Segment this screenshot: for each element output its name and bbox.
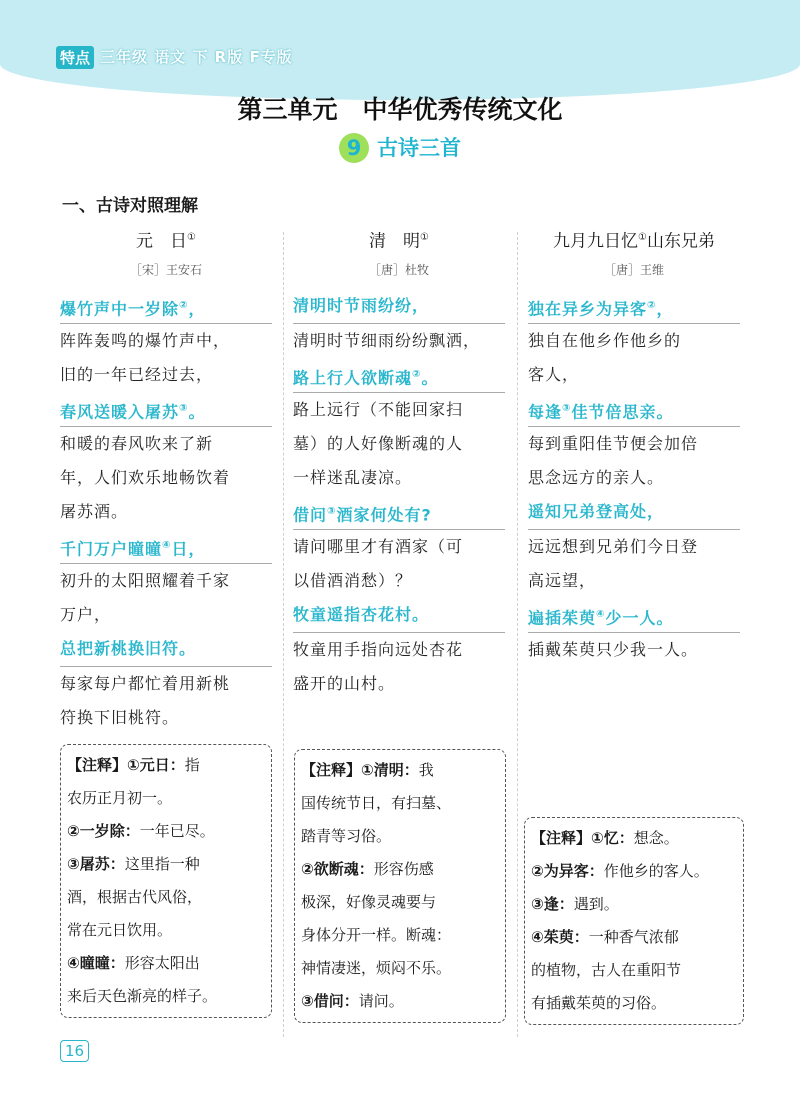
lesson-title-text: 古诗三首 <box>377 136 461 160</box>
poem-translation-line <box>528 461 740 495</box>
note-text: 酒，根据古代风俗， <box>67 888 203 906</box>
note-line <box>531 954 737 987</box>
note-term: 【注释】①清明： <box>301 761 419 779</box>
line-text: 旧的一年已经过去， <box>60 364 214 384</box>
book-info: 三年级 语文 下 R版 F专版 <box>100 48 293 66</box>
line-text: 思念远方的亲人。 <box>528 467 665 487</box>
footnote-mark: ③ <box>327 505 337 517</box>
poem-original-line <box>528 392 740 427</box>
footnote-mark: ① <box>638 232 647 243</box>
note-term: ②一岁除： <box>67 822 140 840</box>
poem-translation-line <box>293 530 505 564</box>
note-text: 形容伤感 <box>373 860 434 878</box>
note-term: ②欲断魂： <box>301 860 374 878</box>
poem-original-line <box>293 358 505 393</box>
line-text: 和暖的春风吹来了新 <box>60 433 214 453</box>
note-line <box>531 822 737 855</box>
unit-title: 第三单元 中华优秀传统文化 <box>237 95 563 124</box>
poem-title-text: 清 明 <box>369 231 421 252</box>
line-text: 高远望， <box>528 570 597 590</box>
line-text: 请问哪里才有酒家（可 <box>293 536 464 556</box>
line-end: 日， <box>171 538 206 558</box>
poem-original-line <box>60 392 272 427</box>
note-text: 指 <box>184 756 200 774</box>
poem-translation-line <box>293 461 505 495</box>
footnote-mark: ② <box>412 368 422 380</box>
poem-original-line <box>293 598 505 633</box>
poem-original-line <box>293 495 505 530</box>
note-line <box>531 855 737 888</box>
poem-translation-line <box>293 393 505 427</box>
footnote-mark: ① <box>420 232 429 243</box>
poem-translation-line <box>60 495 272 529</box>
note-text: 的植物，古人在重阳节 <box>531 961 682 979</box>
line-text: 年，人们欢乐地畅饮着 <box>60 467 231 487</box>
notes-box <box>294 749 506 1023</box>
note-text: 遇到。 <box>573 895 619 913</box>
poem-translation-line <box>528 427 740 461</box>
poem-translation-line <box>293 427 505 461</box>
poem-original-line <box>60 529 272 564</box>
line-text: 符换下旧桃符。 <box>60 707 180 727</box>
lesson-title <box>0 132 800 163</box>
note-term: ③逢： <box>531 895 574 913</box>
note-text: 来后天色渐亮的样子。 <box>67 987 218 1005</box>
note-line <box>301 919 499 952</box>
poem-translation-line <box>528 530 740 564</box>
poem-author: ［唐］杜牧 <box>368 262 429 277</box>
poem-translation-line <box>60 427 272 461</box>
line-text: 每到重阳佳节便会加倍 <box>528 433 699 453</box>
line-text: 路上行人欲断魂 <box>293 367 413 387</box>
line-text: 远远想到兄弟们今日登 <box>528 536 699 556</box>
poem-translation-line <box>60 598 272 632</box>
poem-column <box>293 225 505 701</box>
poem-title-text: 山东兄弟 <box>646 231 715 252</box>
note-line <box>301 985 499 1018</box>
line-text: 牧童遥指杏花村。 <box>293 604 430 624</box>
note-line <box>67 749 265 782</box>
note-line <box>67 980 265 1013</box>
poem-title-text: 九月九日忆 <box>553 231 639 252</box>
poem-lines <box>293 289 505 701</box>
line-text: 客人， <box>528 364 580 384</box>
lesson-number-badge: 9 <box>339 133 369 163</box>
footnote-mark: ④ <box>162 539 172 551</box>
note-line <box>67 782 265 815</box>
poem-translation-line <box>528 324 740 358</box>
footnote-mark: ② <box>647 299 657 311</box>
note-text: 踏青等习俗。 <box>301 827 392 845</box>
line-text: 春风送暖入屠苏 <box>60 401 180 421</box>
line-text: 屠苏酒。 <box>60 501 129 521</box>
note-line <box>301 787 499 820</box>
note-text: 这里指一种 <box>124 855 200 873</box>
poem-original-line <box>60 632 272 667</box>
line-end: 。 <box>421 367 439 387</box>
poem-translation-line <box>293 324 505 358</box>
line-text: 清明时节雨纷纷， <box>293 295 430 315</box>
note-text: 国传统节日，有扫墓、 <box>301 794 452 812</box>
note-text: 身体分开一样。断魂： <box>301 926 452 944</box>
note-term: ④茱萸： <box>531 928 589 946</box>
poem-column <box>528 225 740 667</box>
line-end: 酒家何处有? <box>336 504 432 524</box>
note-line <box>301 754 499 787</box>
section-title: 一、古诗对照理解 <box>62 196 198 216</box>
poem-translation-line <box>60 324 272 358</box>
note-text: 我 <box>418 761 434 779</box>
poem-translation-line <box>528 358 740 392</box>
poem-author: ［唐］王维 <box>603 262 664 277</box>
line-text: 遥知兄弟登高处， <box>528 501 665 521</box>
note-text: 请问。 <box>358 992 404 1010</box>
note-line <box>67 848 265 881</box>
poem-title-text: 元 日 <box>136 231 188 252</box>
note-text: 农历正月初一。 <box>67 789 173 807</box>
note-line <box>301 820 499 853</box>
note-term: 【注释】①忆： <box>531 829 634 847</box>
poem-original-line <box>528 289 740 324</box>
note-line <box>531 987 737 1020</box>
note-line <box>67 815 265 848</box>
poem-title <box>293 225 505 255</box>
poem-lines <box>528 289 740 667</box>
line-text: 一样迷乱凄凉。 <box>293 467 413 487</box>
note-text: 常在元日饮用。 <box>67 921 173 939</box>
line-text: 每逢 <box>528 401 563 421</box>
line-text: 插戴茱萸只少我一人。 <box>528 639 699 659</box>
note-term: 【注释】①元日： <box>67 756 185 774</box>
poem-translation-line <box>528 564 740 598</box>
footnote-mark: ① <box>187 232 196 243</box>
note-line <box>67 881 265 914</box>
note-term: ②为异客： <box>531 862 604 880</box>
poem-title <box>60 225 272 255</box>
line-text: 遍插茱萸 <box>528 607 597 627</box>
footnote-mark: ③ <box>562 402 572 414</box>
notes-box <box>60 744 272 1018</box>
footnote-mark: ④ <box>596 608 606 620</box>
note-term: ④曈曈： <box>67 954 125 972</box>
poem-original-line <box>60 289 272 324</box>
poem-original-line <box>293 289 505 324</box>
poem-column <box>60 225 272 735</box>
poem-translation-line <box>293 564 505 598</box>
note-text: 一年已尽。 <box>139 822 215 840</box>
line-text: 路上远行（不能回家扫 <box>293 399 464 419</box>
line-text: 以借酒消愁）？ <box>293 570 413 590</box>
line-text: 总把新桃换旧符。 <box>60 638 197 658</box>
poem-translation-line <box>528 633 740 667</box>
line-text: 千门万户曈曈 <box>60 538 163 558</box>
poem-lines <box>60 289 272 735</box>
note-text: 极深，好像灵魂要与 <box>301 893 437 911</box>
page-number: 16 <box>60 1040 89 1062</box>
note-line <box>67 914 265 947</box>
note-line <box>531 888 737 921</box>
line-text: 清明时节细雨纷纷飘洒， <box>293 330 481 350</box>
column-divider <box>283 232 284 1037</box>
poem-translation-line <box>60 461 272 495</box>
note-text: 形容太阳出 <box>124 954 200 972</box>
note-text: 想念。 <box>633 829 679 847</box>
footnote-mark: ③ <box>179 402 189 414</box>
note-text: 神情凄迷，烦闷不乐。 <box>301 959 452 977</box>
line-end: 。 <box>188 401 206 421</box>
line-end: ， <box>188 298 206 318</box>
poem-title <box>528 225 740 255</box>
poem-translation-line <box>60 358 272 392</box>
line-text: 牧童用手指向远处杏花 <box>293 639 464 659</box>
poem-translation-line <box>60 667 272 701</box>
line-end: 佳节倍思亲。 <box>571 401 674 421</box>
notes-box <box>524 817 744 1025</box>
note-line <box>301 853 499 886</box>
line-text: 阵阵轰鸣的爆竹声中， <box>60 330 231 350</box>
line-text: 爆竹声中一岁除 <box>60 298 180 318</box>
line-text: 墓）的人好像断魂的人 <box>293 433 464 453</box>
line-text: 独自在他乡作他乡的 <box>528 330 682 350</box>
footnote-mark: ② <box>179 299 189 311</box>
brand-logo: 特点 <box>56 46 94 69</box>
poem-translation-line <box>60 701 272 735</box>
poem-original-line <box>528 495 740 530</box>
note-line <box>301 952 499 985</box>
line-end: 少一人。 <box>605 607 674 627</box>
poem-original-line <box>528 598 740 633</box>
poem-translation-line <box>293 667 505 701</box>
note-text: 作他乡的客人。 <box>603 862 709 880</box>
note-text: 一种香气浓郁 <box>588 928 679 946</box>
poem-translation-line <box>60 564 272 598</box>
line-text: 万户， <box>60 604 112 624</box>
note-line <box>301 886 499 919</box>
line-text: 盛开的山村。 <box>293 673 396 693</box>
column-divider <box>517 232 518 1037</box>
line-text: 独在异乡为异客 <box>528 298 648 318</box>
line-text: 每家每户都忙着用新桃 <box>60 673 231 693</box>
line-text: 借问 <box>293 504 328 524</box>
poem-translation-line <box>293 633 505 667</box>
note-line <box>67 947 265 980</box>
note-text: 有插戴茱萸的习俗。 <box>531 994 667 1012</box>
note-term: ③借问： <box>301 992 359 1010</box>
note-line <box>531 921 737 954</box>
poem-author: ［宋］王安石 <box>129 262 202 277</box>
note-term: ③屠苏： <box>67 855 125 873</box>
line-text: 初升的太阳照耀着千家 <box>60 570 231 590</box>
line-end: ， <box>656 298 674 318</box>
